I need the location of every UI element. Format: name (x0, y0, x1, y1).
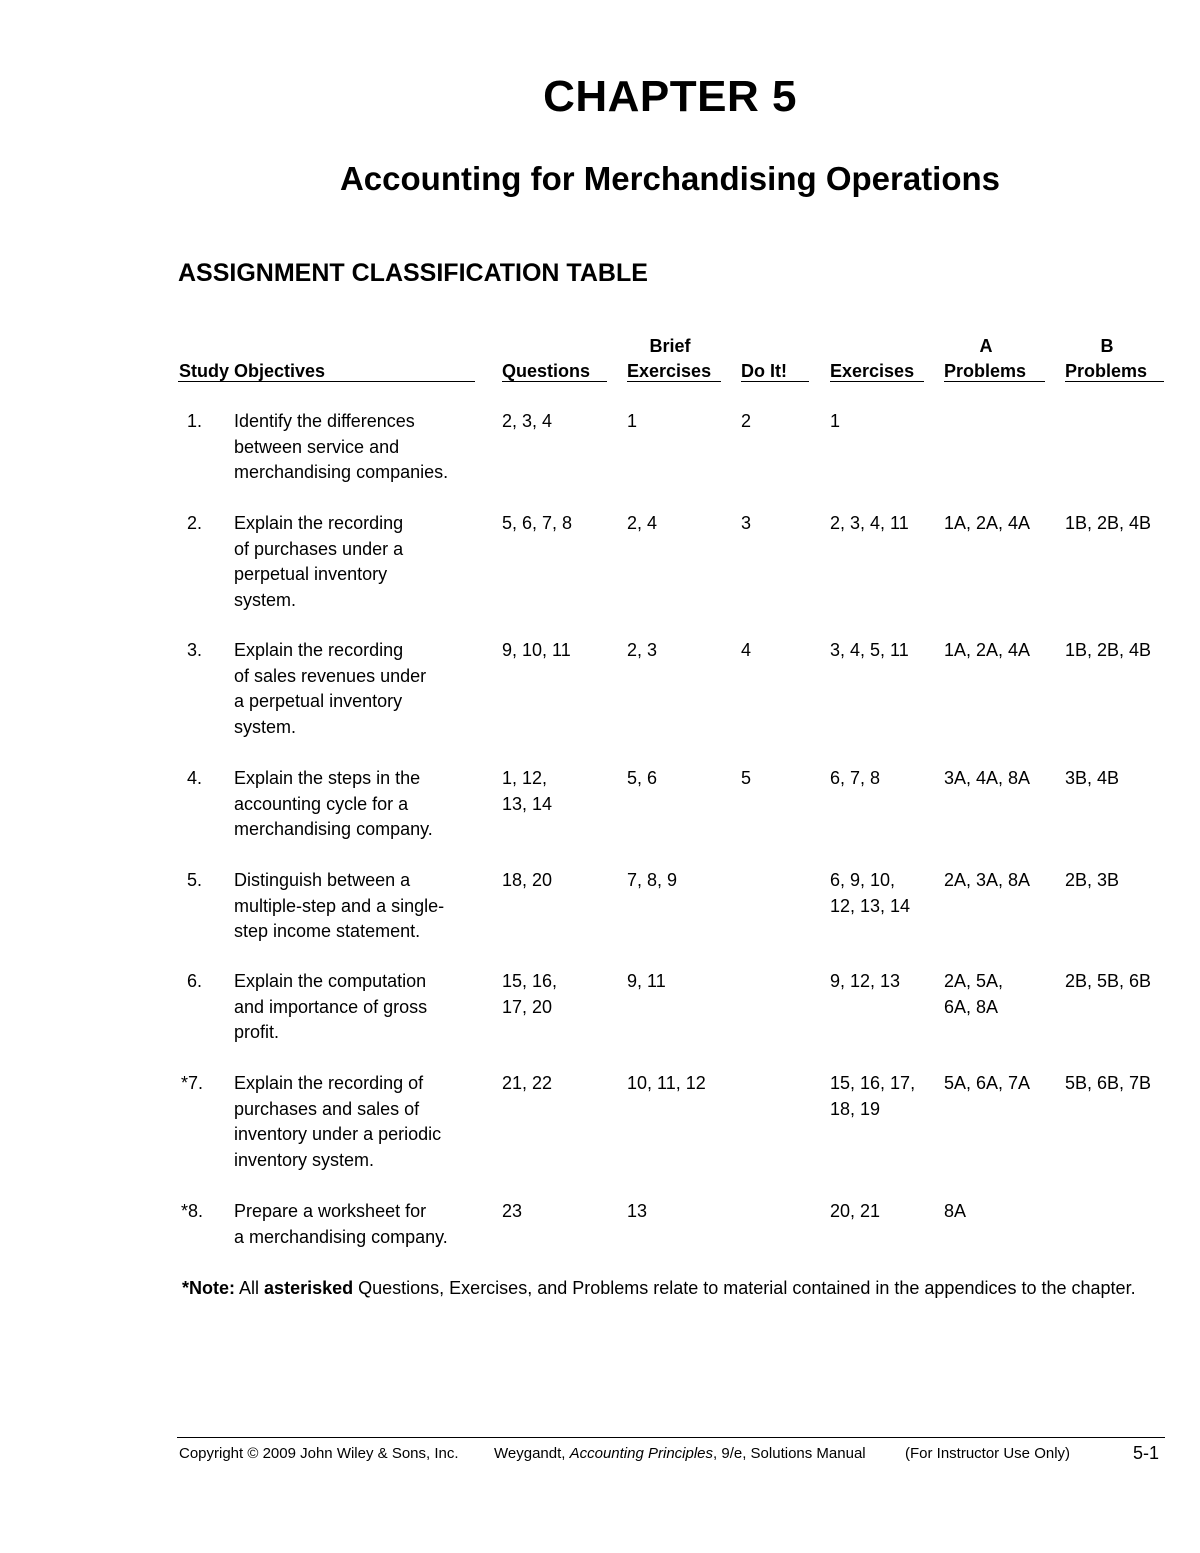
section-heading: ASSIGNMENT CLASSIFICATION TABLE (178, 259, 648, 287)
questions-cell: 2, 3, 4 (502, 411, 553, 431)
questions-cell: 1, 12, 13, 14 (502, 768, 553, 814)
a-problems-cell: 8A (944, 1201, 967, 1221)
page-number: 5-1 (1133, 1443, 1160, 1463)
header-rule (944, 381, 1045, 382)
questions-cell: 9, 10, 11 (502, 640, 571, 660)
note-text-post: Questions, Exercises, and Problems relate to material contained in the appendices to the chapter. (358, 1278, 1136, 1298)
objective-description: Explain the recording of sales revenues under a perpetual inventory system. (234, 640, 427, 737)
header-b-problems-top: B (1100, 336, 1114, 356)
objective-number: *8. (181, 1201, 204, 1221)
brief-exercises-cell: 7, 8, 9 (627, 870, 678, 890)
b-problems-cell: 3B, 4B (1065, 768, 1120, 788)
exercises-cell: 15, 16, 17, 18, 19 (830, 1073, 916, 1119)
footer-book-info (494, 1445, 866, 1462)
brief-exercises-cell: 10, 11, 12 (627, 1073, 706, 1093)
header-rule (741, 381, 809, 382)
header-brief-exercises-bottom: Exercises (627, 361, 712, 381)
footer-rule (177, 1437, 1165, 1438)
header-rule (502, 381, 607, 382)
footer-usage: (For Instructor Use Only) (905, 1445, 1071, 1462)
questions-cell: 23 (502, 1201, 523, 1221)
header-a-problems-bottom: Problems (944, 361, 1027, 381)
chapter-subtitle: Accounting for Merchandising Operations (339, 160, 1001, 197)
do-it-cell: 5 (741, 768, 752, 788)
do-it-cell: 2 (741, 411, 752, 431)
exercises-cell: 3, 4, 5, 11 (830, 640, 909, 660)
objective-number: 6. (187, 971, 203, 991)
a-problems-cell: 1A, 2A, 4A (944, 513, 1031, 533)
questions-cell: 5, 6, 7, 8 (502, 513, 573, 533)
objective-number: *7. (181, 1073, 204, 1093)
objective-number: 5. (187, 870, 203, 890)
objective-description: Explain the recording of purchases under a perpetual inventory system. (234, 513, 404, 610)
objective-number: 4. (187, 768, 203, 788)
objective-number: 2. (187, 513, 203, 533)
exercises-cell: 9, 12, 13 (830, 971, 901, 991)
header-rule (178, 381, 475, 382)
a-problems-cell: 2A, 3A, 8A (944, 870, 1031, 890)
header-a-problems-top: A (979, 336, 993, 356)
header-exercises: Exercises (830, 361, 915, 381)
exercises-cell: 6, 9, 10, 12, 13, 14 (830, 870, 911, 916)
exercises-cell: 6, 7, 8 (830, 768, 881, 788)
objective-description: Explain the steps in the accounting cycle for a merchandising company. (234, 768, 433, 840)
do-it-cell: 3 (741, 513, 752, 533)
brief-exercises-cell: 2, 4 (627, 513, 658, 533)
header-b-problems-bottom: Problems (1065, 361, 1148, 381)
b-problems-cell: 2B, 5B, 6B (1065, 971, 1152, 991)
exercises-cell: 2, 3, 4, 11 (830, 513, 909, 533)
questions-cell: 21, 22 (502, 1073, 553, 1093)
b-problems-cell: 1B, 2B, 4B (1065, 513, 1152, 533)
header-rule (627, 381, 721, 382)
chapter-title: CHAPTER 5 (543, 72, 797, 121)
a-problems-cell: 1A, 2A, 4A (944, 640, 1031, 660)
header-rule (830, 381, 924, 382)
footer-edition: , 9/e, Solutions Manual (713, 1445, 866, 1462)
note-text-pre: All (239, 1278, 260, 1298)
objective-description: Distinguish between a multiple-step and a single- step income statement. (234, 870, 445, 942)
objective-description: Identify the differences between service and merchandising companies. (234, 411, 449, 483)
a-problems-cell: 5A, 6A, 7A (944, 1073, 1031, 1093)
questions-cell: 15, 16, 17, 20 (502, 971, 558, 1017)
brief-exercises-cell: 13 (627, 1201, 648, 1221)
header-questions: Questions (502, 361, 591, 381)
note-label: *Note: (182, 1278, 235, 1298)
exercises-cell: 20, 21 (830, 1201, 881, 1221)
brief-exercises-cell: 2, 3 (627, 640, 658, 660)
questions-cell: 18, 20 (502, 870, 553, 890)
brief-exercises-cell: 5, 6 (627, 768, 658, 788)
exercises-cell: 1 (830, 411, 841, 431)
objective-description: Prepare a worksheet for a merchandising company. (234, 1201, 448, 1247)
objective-description: Explain the recording of purchases and sales of inventory under a periodic inventory system. (234, 1073, 442, 1170)
footer-copyright: Copyright © 2009 John Wiley & Sons, Inc. (179, 1445, 459, 1462)
objective-number: 3. (187, 640, 203, 660)
brief-exercises-cell: 1 (627, 411, 638, 431)
header-study-objectives: Study Objectives (179, 361, 326, 381)
note-emphasis: asterisked (264, 1278, 354, 1298)
a-problems-cell: 2A, 5A, 6A, 8A (944, 971, 1004, 1017)
objective-description: Explain the computation and importance of gross profit. (234, 971, 428, 1043)
footer-author: Weygandt, (494, 1445, 566, 1462)
a-problems-cell: 3A, 4A, 8A (944, 768, 1031, 788)
footer-book-title: Accounting Principles (569, 1445, 714, 1462)
header-brief-exercises-top: Brief (649, 336, 691, 356)
objective-number: 1. (187, 411, 203, 431)
appendix-note (182, 1276, 1164, 1302)
header-rule (1065, 381, 1164, 382)
b-problems-cell: 1B, 2B, 4B (1065, 640, 1152, 660)
header-do-it: Do It! (741, 361, 787, 381)
b-problems-cell: 2B, 3B (1065, 870, 1120, 890)
do-it-cell: 4 (741, 640, 752, 660)
brief-exercises-cell: 9, 11 (627, 971, 666, 991)
b-problems-cell: 5B, 6B, 7B (1065, 1073, 1152, 1093)
